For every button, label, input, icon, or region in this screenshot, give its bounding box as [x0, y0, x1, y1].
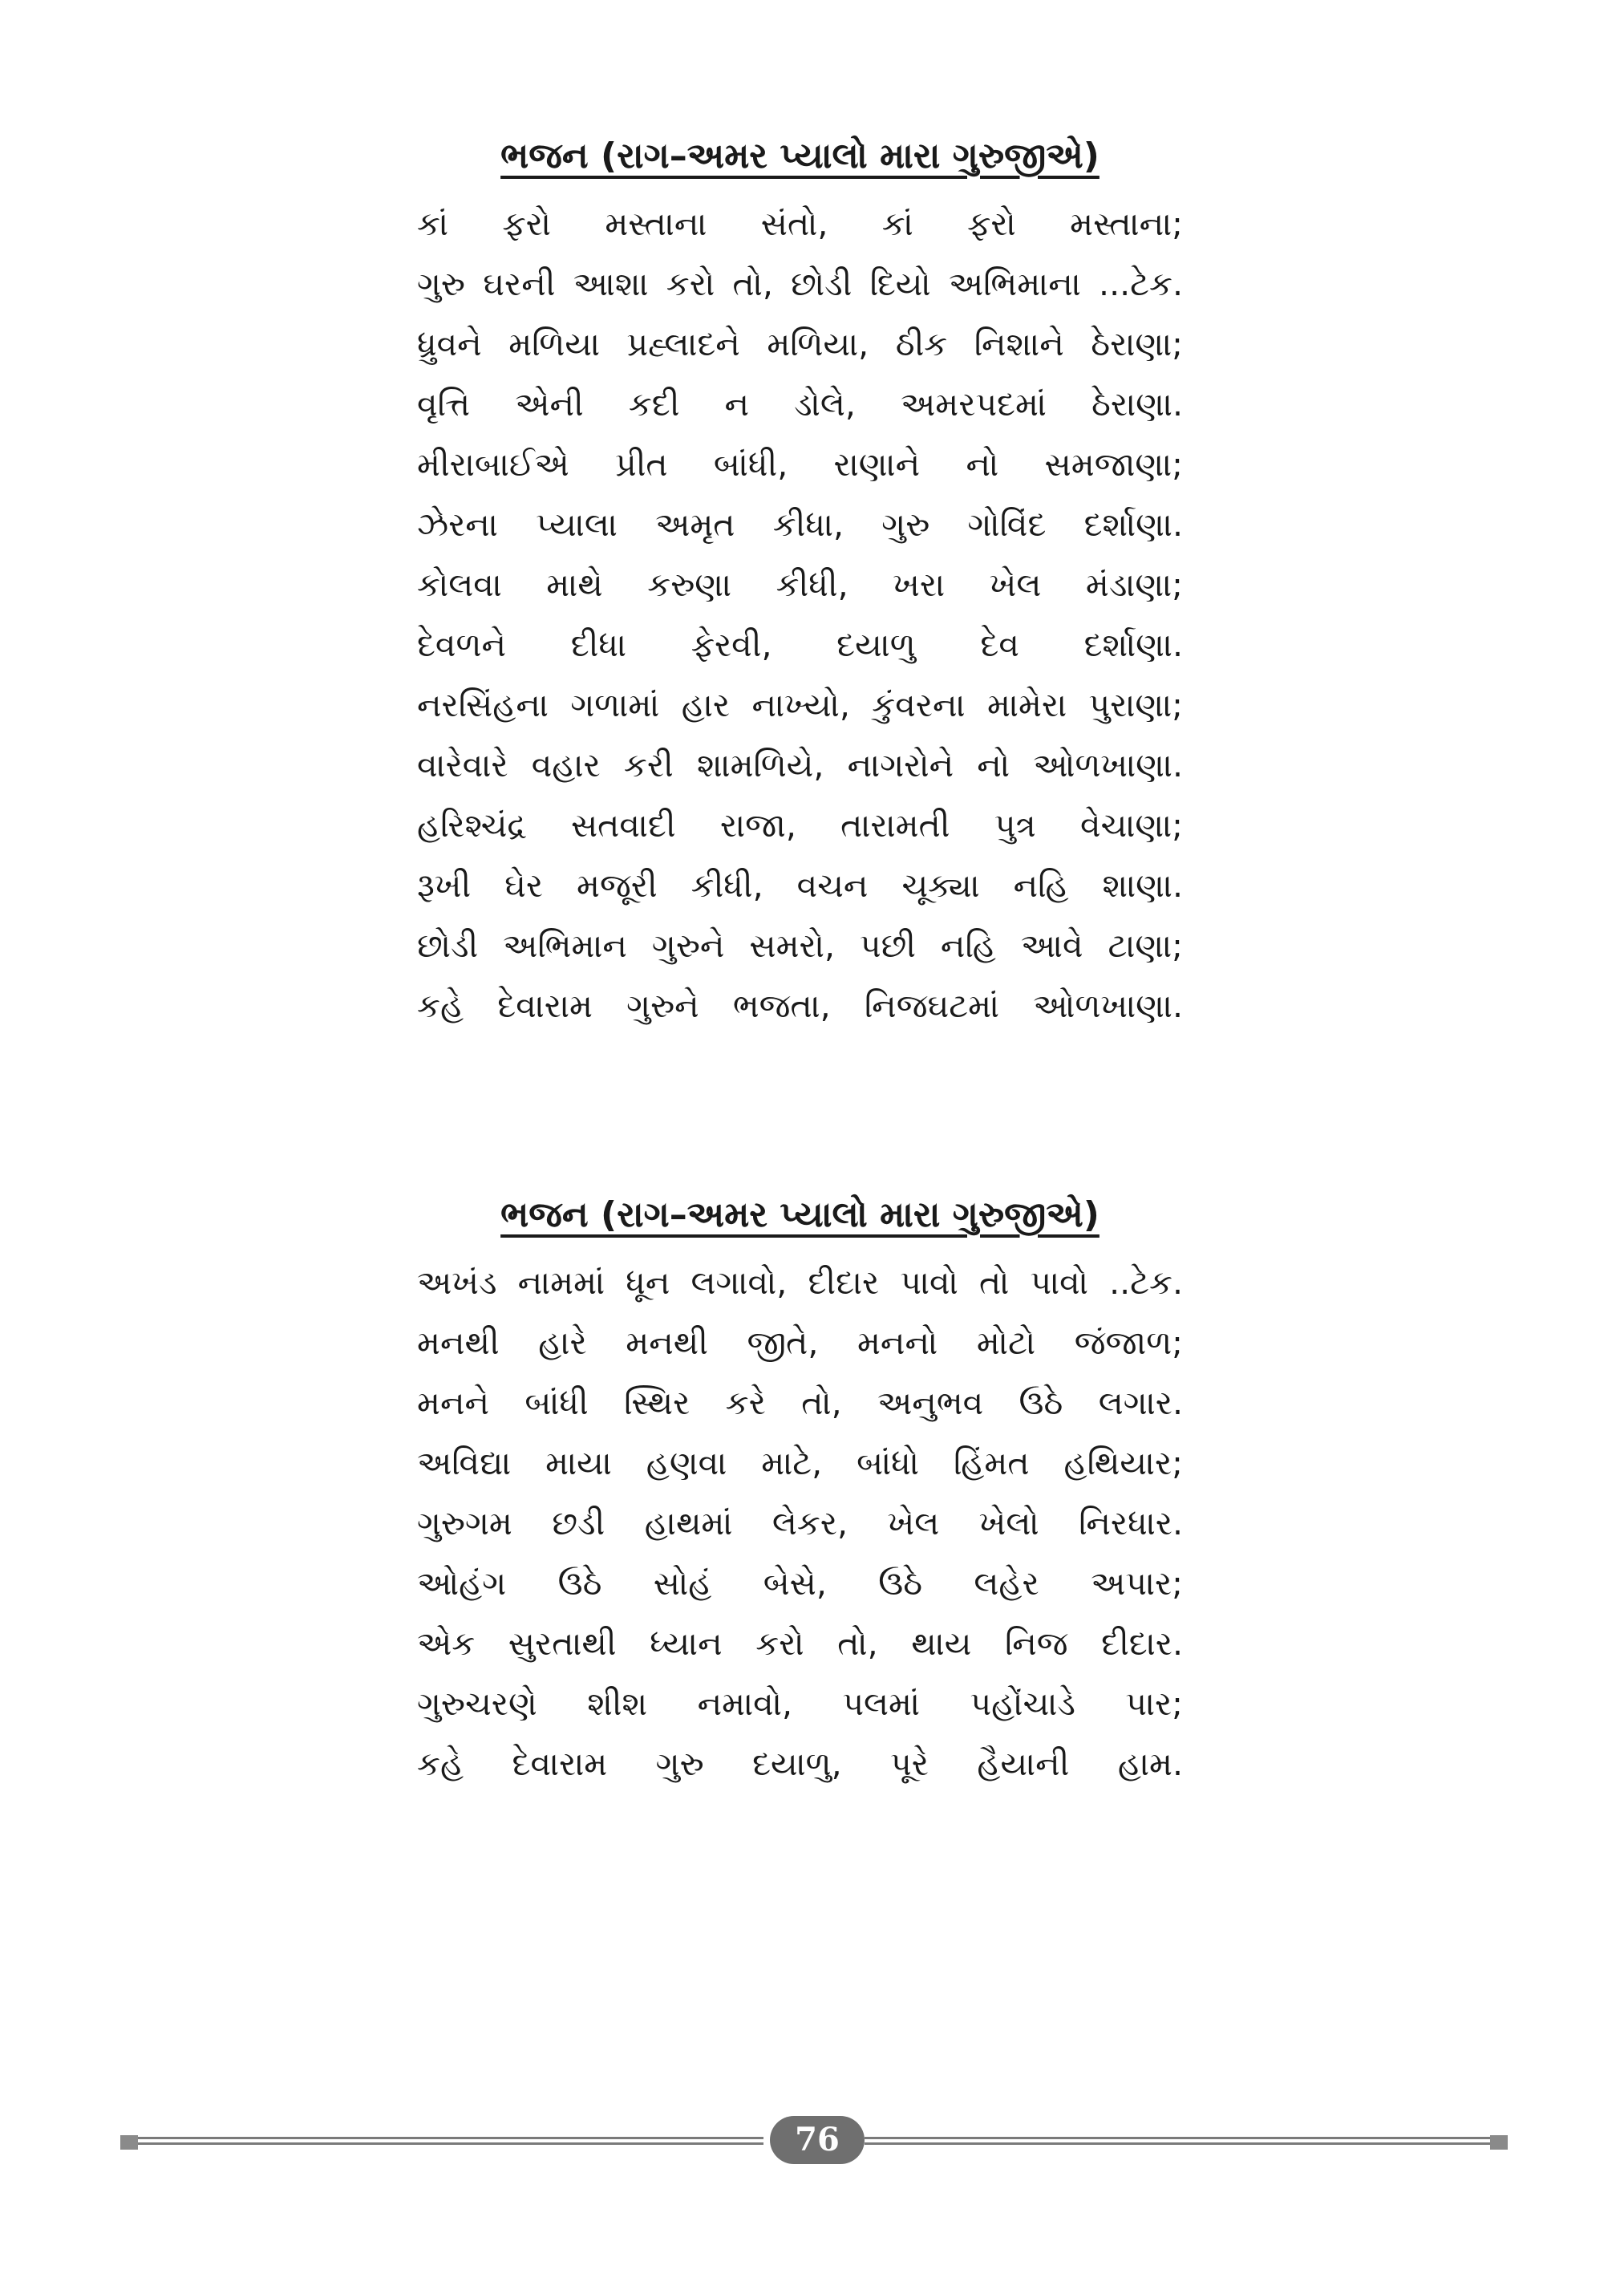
bhajan-2-line: એક સુરતાથી ધ્યાન કરો તો, થાય નિજ દીદાર.	[417, 1624, 1183, 1663]
bhajan-1-line: છોડી અભિમાન ગુરુને સમરો, પછી નહિ આવે ટાણા;	[417, 926, 1183, 965]
bhajan-1-line: વારેવારે વહાર કરી શામળિયે, નાગરોને નો ઓળખાણા.	[417, 746, 1183, 784]
bhajan-1-line: નરસિંહના ગળામાં હાર નાખ્યો, કુંવરના મામેરા પુરાણા;	[417, 686, 1183, 724]
bhajan-2-line: ગુરુચરણે શીશ નમાવો, પલમાં પહોંચાડે પાર;	[417, 1684, 1183, 1723]
bhajan-1-line: દેવળને દીધા ફેરવી, દયાળુ દેવ દર્શાણા.	[417, 626, 1183, 664]
bhajan-1-line: વૃત્તિ એની કદી ન ડોલે, અમરપદમાં ઠેરાણા.	[417, 385, 1183, 424]
page-footer	[120, 2116, 1508, 2167]
bhajan-2-line: કહે દેવારામ ગુરુ દયાળુ, પૂરે હૈયાની હામ.	[417, 1745, 1183, 1783]
bhajan-2-title: ભજન (રાગ–અમર પ્યાલો મારા ગુરુજીએ)	[500, 1194, 1100, 1235]
bhajan-1-line: મીરાબાઈએ પ્રીત બાંધી, રાણાને નો સમજાણા;	[417, 445, 1183, 484]
footer-left-cap	[120, 2135, 138, 2150]
bhajan-1-title: ભજન (રાગ–અમર પ્યાલો મારા ગુરુજીએ)	[500, 136, 1100, 176]
bhajan-2	[417, 1187, 1183, 1794]
page-number: 76	[770, 2116, 865, 2164]
bhajan-2-line: અખંડ નામમાં ધૂન લગાવો, દીદાર પાવો તો પાવો ..ટેક.	[417, 1263, 1183, 1302]
footer-left-rule	[138, 2137, 763, 2145]
bhajan-1-line: ધ્રુવને મળિયા પ્રહ્લાદને મળિયા, ઠીક નિશાને ઠેરાણા;	[417, 325, 1183, 363]
bhajan-2-line: ઓહંગ ઉઠે સોહં બેસે, ઉઠે લહેર અપાર;	[417, 1564, 1183, 1603]
bhajan-1-line: કોલવા માથે કરુણા કીધી, ખરા ખેલ મંડાણા;	[417, 565, 1183, 604]
bhajan-2-line: અવિદ્યા માયા હણવા માટે, બાંધો હિંમત હથિયાર;	[417, 1444, 1183, 1482]
bhajan-1	[417, 128, 1183, 1036]
bhajan-1-line: હરિશ્ચંદ્ર સતવાદી રાજા, તારામતી પુત્ર વેચાણા;	[417, 806, 1183, 845]
bhajan-1-line: કાં ફરો મસ્તાના સંતો, કાં ફરો મસ્તાના;	[417, 205, 1183, 243]
bhajan-1-line: કહે દેવારામ ગુરુને ભજતા, નિજઘટમાં ઓળખાણા.	[417, 987, 1183, 1025]
bhajan-2-line: મનને બાંધી સ્થિર કરે તો, અનુભવ ઉઠે લગાર.	[417, 1384, 1183, 1422]
footer-right-rule	[865, 2137, 1490, 2145]
bhajan-1-line: ગુરુ ઘરની આશા કરો તો, છોડી દિયો અભિમાના ...ટેક.	[417, 265, 1183, 303]
bhajan-1-line: રૂખી ઘેર મજૂરી કીધી, વચન ચૂક્યા નહિ શાણા.	[417, 866, 1183, 905]
bhajan-2-line: મનથી હારે મનથી જીતે, મનનો મોટો જંજાળ;	[417, 1323, 1183, 1362]
footer-right-cap	[1490, 2135, 1508, 2150]
bhajan-2-line: ગુરુગમ છડી હાથમાં લેકર, ખેલ ખેલો નિરધાર.	[417, 1504, 1183, 1542]
bhajan-1-line: ઝેરના પ્યાલા અમૃત કીધા, ગુરુ ગોવિંદ દર્શાણા.	[417, 505, 1183, 544]
